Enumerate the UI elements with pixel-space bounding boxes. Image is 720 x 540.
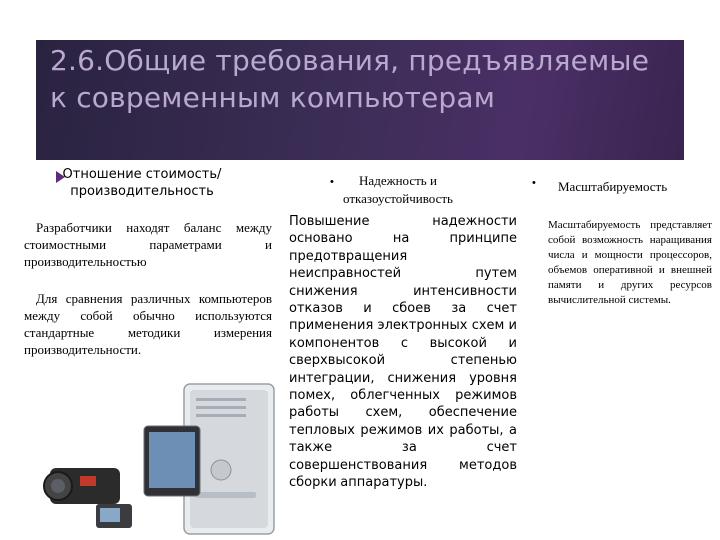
scalability-bullet: •	[532, 177, 536, 189]
scalability-heading: Масштабируемость	[558, 179, 668, 194]
cost-performance-paragraph-2: Для сравнения различных компьютеров между собой обычно используются стандартные методики измерения производительности.	[24, 291, 272, 357]
reliability-heading: Надежность и отказоустойчивость	[343, 173, 453, 206]
reliability-bullet: •	[330, 176, 334, 188]
scalability-body: Масштабируемость представляет собой возможность наращивания числа и мощности процессоров, объемов оперативной и внешней памяти и других ресурсов вычислительной системы.	[548, 219, 712, 306]
pc-tower-panel	[190, 390, 268, 528]
cost-performance-heading: Отношение стоимость/производительность	[62, 167, 222, 199]
cost-performance-paragraph-1: Разработчики находят баланс между стоимостными параметрами и производительностью	[24, 220, 272, 269]
slide-title: 2.6.Общие требования, предъявляемые к современным компьютерам	[50, 44, 650, 114]
computer-illustration	[36, 380, 286, 540]
title-band	[36, 40, 684, 160]
reliability-body: Повышение надежности основано на принципе предотвращения неисправностей путем снижения интенсивности отказов и сбоев за счет применения электронных схем и компонентов с высокой и сверхвысокой степенью интеграции, снижения уровня помех, облегченных режимов работы схем, обеспечение тепловых режимов их работы, а также за счет совершенствования методов сборки аппаратуры.	[289, 214, 517, 491]
